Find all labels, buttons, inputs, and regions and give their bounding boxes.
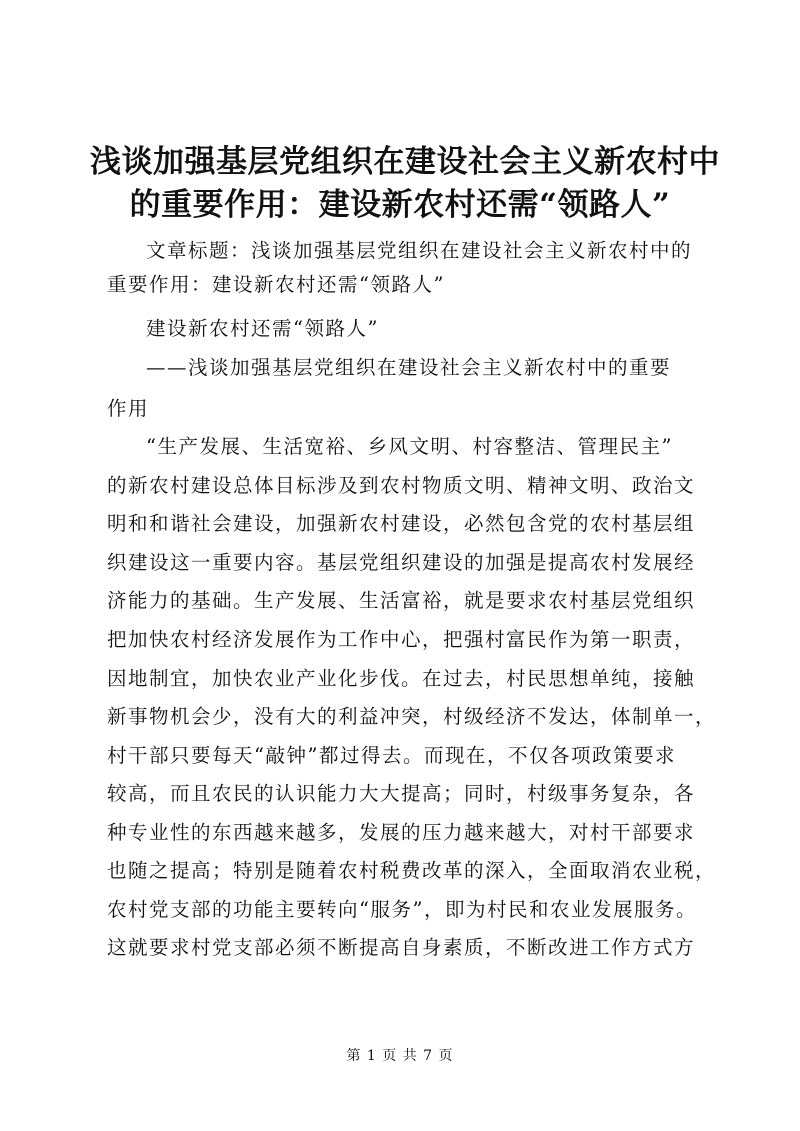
body-line: ——浅谈加强基层党组织在建设社会主义新农村中的重要 — [146, 356, 672, 379]
page-number-footer: 第 1 页 共 7 页 — [346, 1048, 454, 1064]
document-title-line-1: 浅谈加强基层党组织在建设社会主义新农村中 — [90, 144, 720, 180]
body-line: 这就要求村党支部必须不断提高自身素质，不断改进工作方式方 — [107, 936, 696, 959]
body-line: 因地制宜，加快农业产业化步伐。在过去，村民思想单纯，接触 — [107, 667, 696, 690]
body-line: 新事物机会少，没有大的利益冲突，村级经济不发达，体制单一， — [107, 705, 717, 728]
document-title-line-2: 的重要作用：建设新农村还需“领路人” — [129, 187, 671, 223]
body-line: 农村党支部的功能主要转向“服务”，即为村民和农业发展服务。 — [107, 898, 697, 921]
body-line: “生产发展、生活宽裕、乡风文明、村容整洁、管理民主” — [146, 435, 673, 458]
body-line: 也随之提高；特别是随着农村税费改革的深入，全面取消农业税， — [107, 859, 717, 882]
body-line: 村干部只要每天“敲钟”都过得去。而现在，不仅各项政策要求 — [107, 744, 676, 767]
body-line: 作用 — [107, 397, 150, 420]
body-line: 较高，而且农民的认识能力大大提高；同时，村级事务复杂，各 — [107, 782, 696, 805]
body-line: 的新农村建设总体目标涉及到农村物质文明、精神文明、政治文 — [107, 474, 696, 497]
body-line: 建设新农村还需“领路人” — [146, 317, 379, 340]
body-line: 把加快农村经济发展作为工作中心，把强村富民作为第一职责， — [107, 628, 696, 651]
body-line: 明和和谐社会建设，加强新农村建设，必然包含党的农村基层组 — [107, 512, 696, 535]
body-line: 文章标题：浅谈加强基层党组织在建设社会主义新农村中的 — [146, 239, 693, 262]
body-line: 织建设这一重要内容。基层党组织建设的加强是提高农村发展经 — [107, 551, 696, 574]
body-line: 济能力的基础。生产发展、生活富裕，就是要求农村基层党组织 — [107, 589, 696, 612]
body-line: 重要作用：建设新农村还需“领路人” — [107, 273, 445, 296]
body-line: 种专业性的东西越来越多，发展的压力越来越大，对村干部要求 — [107, 821, 696, 844]
